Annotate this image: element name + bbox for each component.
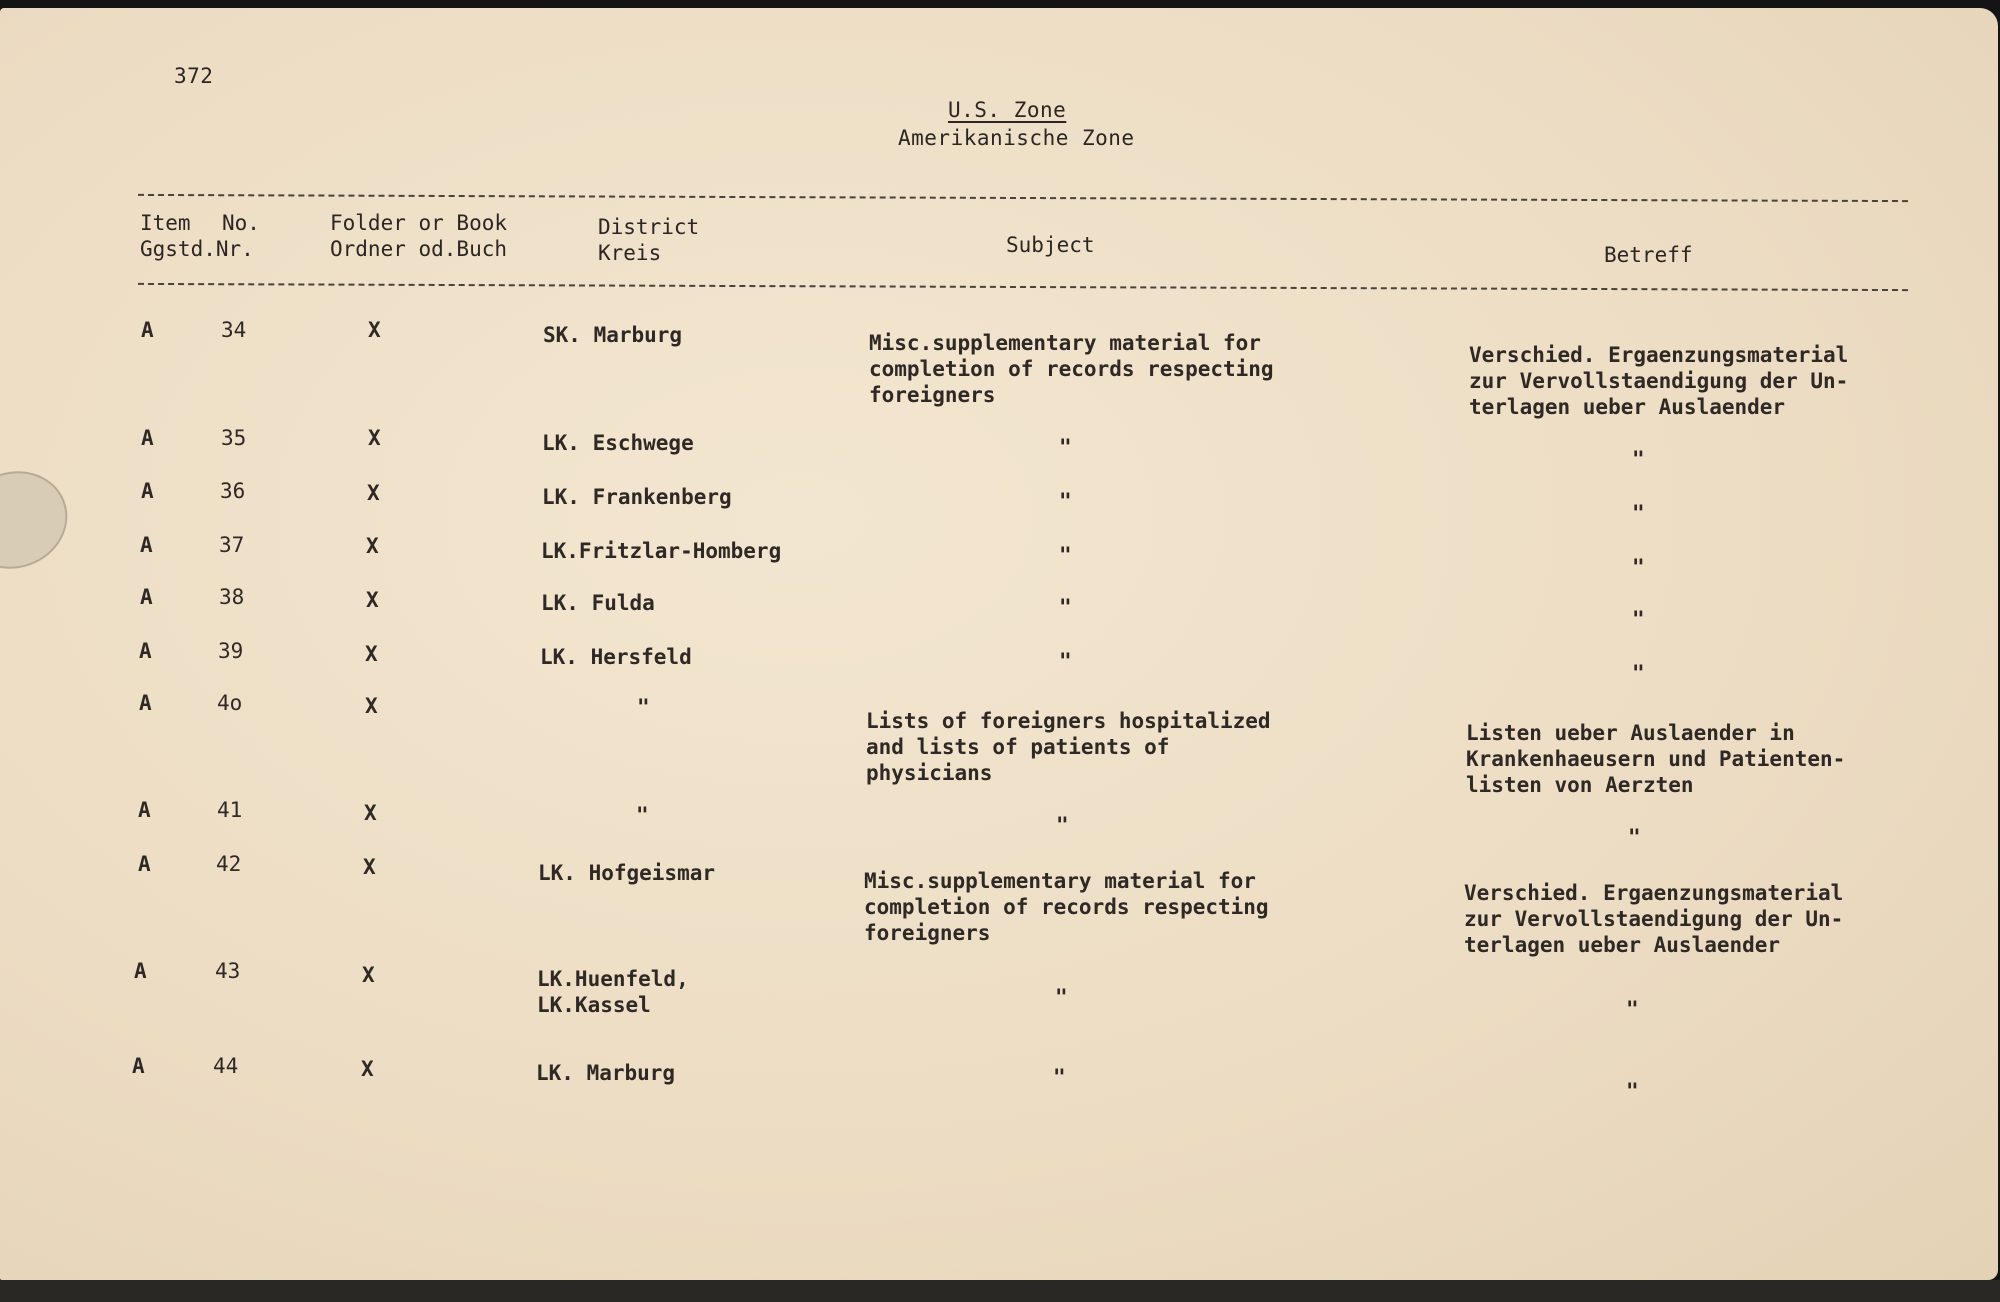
row-36-folder: X — [367, 481, 380, 505]
row-37-subject: " — [1059, 543, 1072, 567]
row-36-no: 36 — [220, 479, 246, 503]
row-35-betreff: " — [1632, 447, 1645, 471]
row-37-district: LK.Fritzlar-Homberg — [541, 539, 782, 563]
row-38-folder: X — [366, 588, 379, 612]
zone-title: U.S. Zone — [948, 98, 1067, 122]
row-44-district: LK. Marburg — [536, 1061, 676, 1085]
row-39-no: 39 — [218, 639, 244, 663]
row-43-district: LK.Huenfeld, LK.Kassel — [537, 967, 689, 1017]
header-subject: Subject — [1006, 233, 1095, 257]
row-35-district: LK. Eschwege — [542, 431, 694, 455]
row-40-subject: Lists of foreigners hospitalized and lists of patients of physicians — [866, 709, 1271, 785]
row-43-betreff: " — [1626, 997, 1639, 1021]
row-39-betreff: " — [1632, 661, 1645, 685]
header-folder-de: Ordner od.Buch — [330, 237, 508, 261]
row-36-item: A — [141, 479, 154, 503]
row-39-item: A — [139, 639, 152, 663]
row-41-district: " — [636, 803, 649, 827]
row-38-district: LK. Fulda — [541, 591, 655, 615]
row-41-folder: X — [364, 801, 377, 825]
row-38-item: A — [140, 585, 153, 609]
row-39-folder: X — [365, 642, 378, 666]
header-item-de: Ggstd.Nr. — [140, 237, 254, 261]
row-41-item: A — [138, 798, 151, 822]
row-35-item: A — [141, 426, 154, 450]
row-38-no: 38 — [219, 585, 245, 609]
row-34-subject: Misc.supplementary material for completion of records respecting foreigners — [869, 331, 1274, 407]
row-36-betreff: " — [1632, 501, 1645, 525]
row-34-no: 34 — [221, 318, 247, 342]
zone-subtitle: Amerikanische Zone — [898, 126, 1135, 150]
row-42-betreff: Verschied. Ergaenzungsmaterial zur Vervollstaendigung der Un- terlagen ueber Auslaender — [1464, 881, 1844, 957]
header-folder-en: Folder or Book — [330, 211, 508, 235]
row-39-district: LK. Hersfeld — [540, 645, 692, 669]
row-41-betreff: " — [1628, 825, 1641, 849]
header-district-de: Kreis — [598, 241, 662, 265]
page-bottom-edge — [0, 1280, 2000, 1302]
row-40-betreff: Listen ueber Auslaender in Krankenhaeusern und Patienten- listen von Aerzten — [1466, 721, 1846, 797]
row-44-no: 44 — [213, 1054, 239, 1078]
row-34-item: A — [141, 318, 154, 342]
row-37-betreff: " — [1632, 555, 1645, 579]
row-37-folder: X — [366, 534, 379, 558]
header-no-en: No. — [222, 211, 260, 235]
row-40-folder: X — [365, 694, 378, 718]
row-34-district: SK. Marburg — [543, 323, 683, 347]
row-42-folder: X — [363, 855, 376, 879]
row-35-folder: X — [368, 426, 381, 450]
header-district-en: District — [598, 215, 700, 239]
row-35-subject: " — [1059, 435, 1072, 459]
row-44-subject: " — [1053, 1065, 1066, 1089]
row-42-item: A — [138, 852, 151, 876]
row-35-no: 35 — [221, 426, 247, 450]
row-37-no: 37 — [219, 533, 245, 557]
page-number: 372 — [174, 64, 214, 88]
row-41-no: 41 — [217, 798, 243, 822]
row-42-subject: Misc.supplementary material for completion of records respecting foreigners — [864, 869, 1269, 945]
row-38-betreff: " — [1632, 607, 1645, 631]
row-43-subject: " — [1055, 985, 1068, 1009]
row-40-district: " — [637, 695, 650, 719]
row-39-subject: " — [1059, 649, 1072, 673]
row-44-item: A — [132, 1054, 145, 1078]
row-37-item: A — [140, 533, 153, 557]
row-40-item: A — [139, 691, 152, 715]
row-34-folder: X — [368, 318, 381, 342]
row-40-no: 4o — [217, 691, 243, 715]
row-42-district: LK. Hofgeismar — [538, 861, 716, 885]
row-44-folder: X — [361, 1057, 374, 1081]
row-43-no: 43 — [215, 959, 241, 983]
row-42-no: 42 — [216, 852, 242, 876]
row-36-subject: " — [1059, 489, 1072, 513]
row-41-subject: " — [1056, 813, 1069, 837]
header-betreff: Betreff — [1604, 243, 1693, 267]
header-item-en: Item — [140, 211, 191, 235]
row-44-betreff: " — [1626, 1079, 1639, 1103]
row-38-subject: " — [1059, 595, 1072, 619]
row-34-betreff: Verschied. Ergaenzungsmaterial zur Vervollstaendigung der Un- terlagen ueber Auslaender — [1469, 343, 1849, 419]
row-43-folder: X — [362, 963, 375, 987]
row-43-item: A — [134, 959, 147, 983]
row-36-district: LK. Frankenberg — [542, 485, 732, 509]
